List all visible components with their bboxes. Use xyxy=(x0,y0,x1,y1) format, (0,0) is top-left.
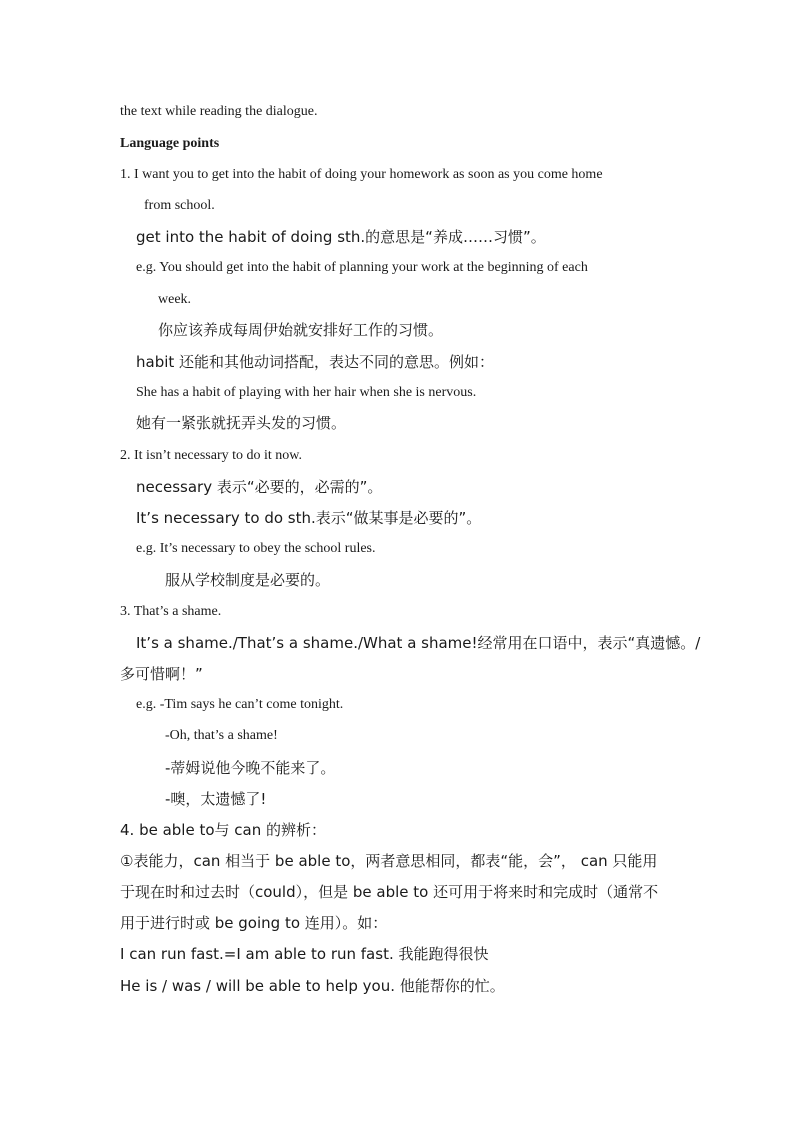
text-line: necessary 表示“必要的，必需的”。 xyxy=(136,478,383,496)
translation-line: -噢，太遗憾了! xyxy=(165,790,267,808)
example-line: e.g. -Tim says he can’t come tonight. xyxy=(136,697,344,712)
text-line: the text while reading the dialogue. xyxy=(120,104,318,119)
text-line: It’s a shame./That’s a shame./What a shame!经常用在口语中，表示“真遗憾。/ xyxy=(136,634,701,652)
translation-line: 她有一紧张就抚弄头发的习惯。 xyxy=(136,414,347,432)
text-line: 多可惜啊！” xyxy=(120,665,203,683)
example-line: e.g. You should get into the habit of planning your work at the beginning of each xyxy=(136,260,588,275)
point-2-title: 2. It isn’t necessary to do it now. xyxy=(120,448,302,463)
text-line: week. xyxy=(158,292,192,307)
text-line: 用于进行时或 be going to 连用）。如： xyxy=(120,914,388,932)
section-heading: Language points xyxy=(120,136,220,151)
point-4-title: 4. be able to与 can 的辨析： xyxy=(120,821,327,839)
translation-line: -蒂姆说他今晚不能来了。 xyxy=(165,759,336,777)
translation-line: 服从学校制度是必要的。 xyxy=(165,571,331,589)
example-line: e.g. It’s necessary to obey the school rules. xyxy=(136,541,376,556)
example-line: I can run fast.=I am able to run fast. 我能跑得很快 xyxy=(120,945,489,963)
text-line: get into the habit of doing sth.的意思是“养成……习惯”。 xyxy=(136,228,546,246)
example-line: He is / was / will be able to help you. 他能帮你的忙。 xyxy=(120,977,505,995)
example-line: -Oh, that’s a shame! xyxy=(165,728,278,743)
point-1-title: 1. I want you to get into the habit of doing your homework as soon as you come home xyxy=(120,167,603,182)
text-line: 于现在时和过去时（could），但是 be able to 还可用于将来时和完成时（通常不 xyxy=(120,883,659,901)
text-line: from school. xyxy=(144,198,215,213)
text-line: habit 还能和其他动词搭配，表达不同的意思。例如： xyxy=(136,353,495,371)
example-line: She has a habit of playing with her hair when she is nervous. xyxy=(136,385,477,400)
text-line: ①表能力，can 相当于 be able to，两者意思相同，都表“能，会”， can 只能用 xyxy=(120,852,658,870)
text-line: It’s necessary to do sth.表示“做某事是必要的”。 xyxy=(136,509,482,527)
translation-line: 你应该养成每周伊始就安排好工作的习惯。 xyxy=(158,321,444,339)
point-3-title: 3. That’s a shame. xyxy=(120,604,222,619)
